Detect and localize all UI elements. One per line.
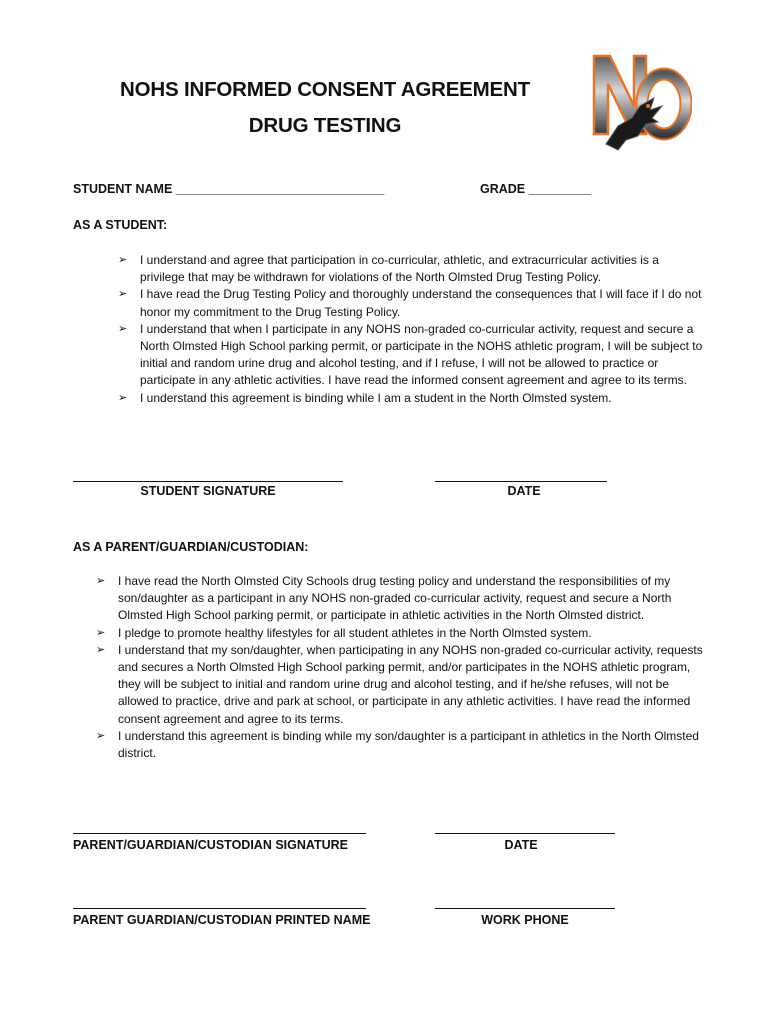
arrow-bullet-icon: ➢ bbox=[96, 626, 106, 639]
student-bullet-list bbox=[118, 252, 705, 407]
parent-date-label: DATE bbox=[504, 838, 538, 852]
arrow-bullet-icon: ➢ bbox=[96, 729, 106, 742]
work-phone-line[interactable] bbox=[435, 908, 615, 909]
printed-name-label: PARENT GUARDIAN/CUSTODIAN PRINTED NAME bbox=[73, 913, 371, 927]
student-signature-label: STUDENT SIGNATURE bbox=[140, 484, 276, 498]
student-date-label: DATE bbox=[507, 484, 541, 498]
bullet-text: I understand that my son/daughter, when participating in any NOHS non-graded co-curricular activity, requests and secures a North Olmsted High School parking permit, and/or participates in the NOHS athletic program, they will be subject to initial and random urine drug and alcohol testing, and if he/she refuses, will not be allowed to practice, drive and park at school, or participate in any athletic activities. I have read the informed consent agreement and agree to its terms. bbox=[118, 642, 703, 726]
list-item bbox=[118, 286, 705, 320]
student-date-line[interactable] bbox=[435, 481, 607, 482]
arrow-bullet-icon: ➢ bbox=[118, 254, 128, 266]
student-name-field[interactable]: STUDENT NAME ______________________________ bbox=[73, 182, 385, 196]
bullet-text: I understand and agree that participation in co-curricular, athletic, and extracurricular activities is a privilege that may be withdrawn for violations of the North Olmsted Drug Testing Policy. bbox=[140, 253, 659, 285]
list-item bbox=[96, 728, 703, 762]
bullet-text: I understand this agreement is binding while I am a student in the North Olmsted system. bbox=[140, 390, 612, 405]
bullet-text: I have read the Drug Testing Policy and thoroughly understand the consequences that I will face if I do not honor my commitment to the Drug Testing Policy. bbox=[140, 287, 702, 319]
student-section-heading: AS A STUDENT: bbox=[73, 218, 168, 232]
parent-signature-line[interactable] bbox=[73, 833, 366, 834]
bullet-text: I understand this agreement is binding while my son/daughter is a participant in athletics in the North Olmsted district. bbox=[118, 728, 699, 761]
parent-date-line[interactable] bbox=[435, 833, 615, 834]
list-item bbox=[118, 390, 705, 407]
arrow-bullet-icon: ➢ bbox=[96, 575, 106, 587]
document-title-line2: DRUG TESTING bbox=[248, 114, 402, 137]
school-logo bbox=[588, 48, 692, 154]
printed-name-line[interactable] bbox=[73, 908, 366, 909]
arrow-bullet-icon: ➢ bbox=[118, 391, 128, 404]
arrow-bullet-icon: ➢ bbox=[118, 322, 128, 335]
bullet-text: I have read the North Olmsted City Schools drug testing policy and understand the responsibilities of my son/daughter as a participant in any NOHS non-graded co-curricular activity, request and secure a North Olmsted High School parking permit, or participate in athletic activities in the North Olmsted district. bbox=[118, 574, 672, 623]
work-phone-label: WORK PHONE bbox=[481, 913, 569, 927]
arrow-bullet-icon: ➢ bbox=[118, 288, 128, 301]
parent-signature-label: PARENT/GUARDIAN/CUSTODIAN SIGNATURE bbox=[73, 838, 349, 852]
bullet-text: I pledge to promote healthy lifestyles for all student athletes in the North Olmsted system. bbox=[118, 625, 592, 640]
list-item bbox=[96, 573, 703, 625]
list-item bbox=[96, 625, 703, 642]
list-item bbox=[96, 642, 703, 728]
parent-section-heading: AS A PARENT/GUARDIAN/CUSTODIAN: bbox=[73, 540, 309, 554]
grade-field[interactable]: GRADE _________ bbox=[480, 182, 592, 196]
arrow-bullet-icon: ➢ bbox=[96, 643, 106, 656]
list-item bbox=[118, 252, 705, 286]
eagle-logo-icon bbox=[588, 48, 692, 154]
parent-bullet-list bbox=[96, 573, 703, 762]
bullet-text: I understand that when I participate in any NOHS non-graded co-curricular activity, request and secure a North Olmsted High School parking permit, or participate in the NOHS athletic program, I will be subject to initial and random urine drug and alcohol testing, and if I refuse, I will not be allowed to practice or participate in any athletic activities. I have read the informed consent agreement and agree to its terms. bbox=[140, 321, 703, 388]
student-signature-line[interactable] bbox=[73, 481, 343, 482]
list-item bbox=[118, 321, 705, 390]
document-title-line1: NOHS INFORMED CONSENT AGREEMENT bbox=[120, 78, 530, 101]
